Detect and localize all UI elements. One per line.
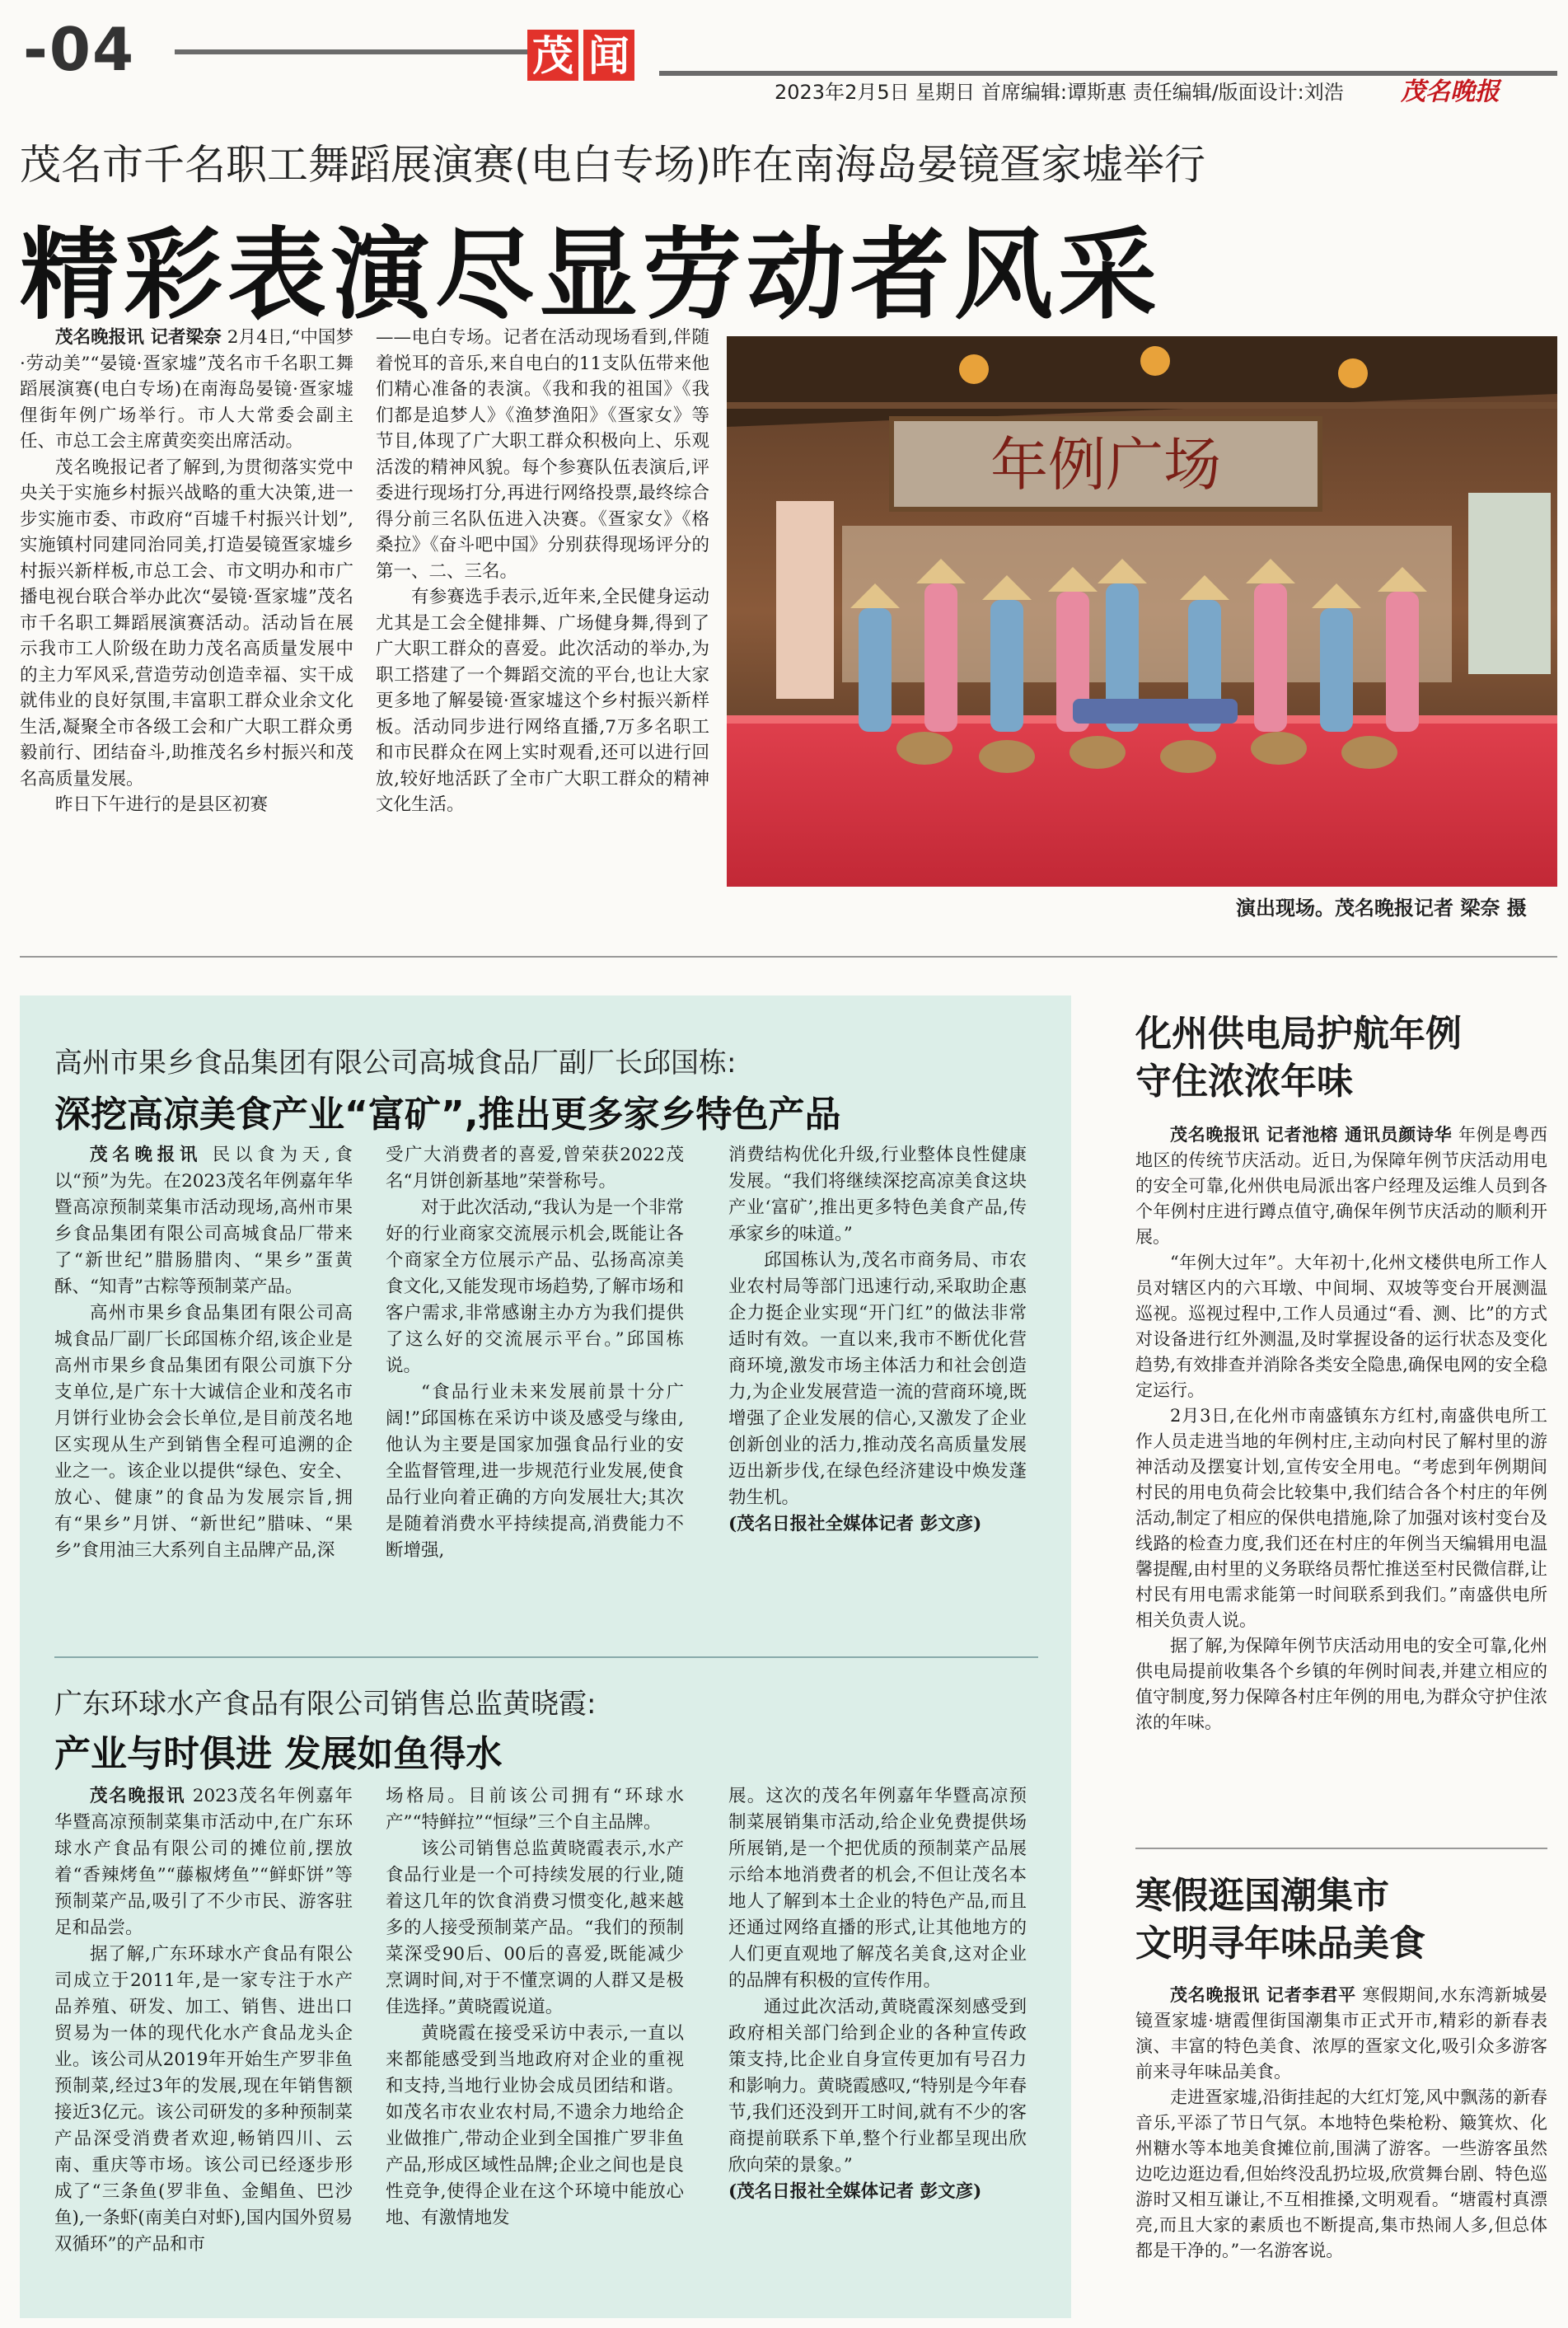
photo-caption: 演出现场。茂名晚报记者 梁奈 摄 (1236, 897, 1527, 920)
performance-photo (727, 336, 1557, 887)
lead-paragraph: ——电白专场。记者在活动现场看到,伴随着悦耳的音乐,来自电白的11支队伍带来他们精心准备的表演。《我和我的祖国》《我们都是追梦人》《渔梦渔阳》《疍家女》等节目,体现了广大职工群众积极向上、乐观活泼的精神风貌。每个参赛队伍表演后,评委进行现场打分,再进行网络投票,最终综合得分前三名队伍进入决赛。《疍家女》《格桑拉》《奋斗吧中国》分别获得现场评分的第一、二、三名。 (376, 327, 709, 582)
story4-paragraph: 2月3日,在化州市南盛镇东方红村,南盛供电所工作人员走进当地的年例村庄,主动向村民了解村里的游神活动及摆宴计划,宣传安全用电。“考虑到年例期间村民的用电负荷会比较集中,我们结合各个村庄的年例活动,制定了相应的保供电措施,除了加强对该村变台及线路的检查力度,我们还在村庄的年例当天编辑用电温馨提醒,由村里的义务联络员帮忙推送至村民微信群,让村民有用电需求能第一时间联系到我们。”南盛供电所相关负责人说。 (1135, 1406, 1547, 1630)
story4-byline: 茂名晚报讯 记者池榕 通讯员颜诗华 (1170, 1125, 1453, 1145)
story5-title (1135, 1872, 1425, 1968)
section-divider (20, 956, 1557, 958)
story3-kicker: 广东环球水产食品有限公司销售总监黄晓霞: (54, 1688, 597, 1721)
story3-paragraph: 黄晓霞在接受采访中表示,一直以来都能感受到当地政府对企业的重视和支持,当地行业协会成员团结和谐。如茂名市农业农村局,不遗余力地给企业做推广,带动企业到全国推广罗非鱼产品,形成区域性品牌;企业之间也是良性竞争,使得企业在这个环境中能放心地、有激情地发 (386, 2023, 684, 2228)
story3-credit: (茂名日报社全媒体记者 彭文彦) (728, 2181, 982, 2202)
section-char-2: 闻 (588, 31, 630, 80)
story4-paragraph: “年例大过年”。大年初十,化州文楼供电所工作人员对辖区内的六耳墩、中间垌、双坡等变台开展测温巡视。巡视过程中,工作人员通过“看、测、比”的方式对设备进行红外测温,及时掌握设备的运行状态及变化趋势,有效排查并消除各类安全隐患,确保电网的安全稳定运行。 (1135, 1253, 1547, 1400)
story4-title-line: 化州供电局护航年例 (1135, 1013, 1462, 1055)
story2-paragraph: 高州市果乡食品集团有限公司高城食品厂副厂长邱国栋介绍,该企业是高州市果乡食品集团有限公司旗下分支单位,是广东十大诚信企业和茂名市月饼行业协会会长单位,是目前茂名地区实现从生产到销售全程可追溯的企业之一。该企业以提供“绿色、安全、放心、健康”的食品为发展宗旨,拥有“果乡”月饼、“新世纪”腊味、“果乡”食用油三大系列自主品牌产品,深 (54, 1303, 353, 1561)
lead-paragraph: 茂名晚报记者了解到,为贯彻落实党中央关于实施乡村振兴战略的重大决策,进一步实施市委、市政府“百墟千村振兴计划”,实施镇村同建同治同美,打造晏镜疍家墟乡村振兴新样板,市总工会、市文明办和市广播电视台联合举办此次“晏镜·疍家墟”茂名市千名职工舞蹈展演赛活动。活动旨在展示我市工人阶级在助力茂名高质量发展中的主力军风采,营造劳动创造幸福、实干成就伟业的良好氛围,丰富职工群众业余文化生活,凝聚全市各级工会和广大职工群众勇毅前行、团结奋斗,助推茂名乡村振兴和茂名高质量发展。 (20, 457, 353, 789)
page-number: -04 (23, 15, 136, 84)
story5-title-line: 寒假逛国潮集市 (1135, 1875, 1389, 1917)
story4-paragraph: 据了解,为保障年例节庆活动用电的安全可靠,化州供电局提前收集各个乡镇的年例时间表,并建立相应的值守制度,努力保障各村庄年例的用电,为群众守护住浓浓的年味。 (1135, 1636, 1547, 1732)
story3-title: 产业与时俱进 发展如鱼得水 (54, 1733, 503, 1775)
story2-paragraph: 受广大消费者的喜爱,曾荣获2022茂名“月饼创新基地”荣誉称号。 (386, 1145, 684, 1192)
story2-paragraph: 民以食为天,食以“预”为先。在2023茂名年例嘉年华暨高凉预制菜集市活动现场,高州市果乡食品集团有限公司高城食品厂带来了“新世纪”腊肠腊肉、“果乡”蛋黄酥、“知青”古粽等预制菜产品。 (54, 1145, 353, 1297)
story3-paragraph: 展。这次的茂名年例嘉年华暨高凉预制菜展销集市活动,给企业免费提供场所展销,是一个把优质的预制菜产品展示给本地消费者的机会,不但让茂名本地人了解到本土企业的特色产品,而且还通过网络直播的形式,让其他地方的人们更直观地了解茂名美食,这对企业的品牌有积极的宣传作用。 (728, 1786, 1027, 1991)
story2-paragraph: “食品行业未来发展前景十分广阔!”邱国栋在采访中谈及感受与缘由,他认为主要是国家加强食品行业的安全监督管理,进一步规范行业发展,使食品行业向着正确的方向发展壮大;其次是随着消费水平持续提高,消费能力不断增强, (386, 1382, 684, 1561)
story2-title: 深挖高凉美食产业“富矿”,推出更多家乡特色产品 (54, 1094, 841, 1136)
story3-column-2 (386, 1783, 684, 2232)
story2-column-3 (728, 1142, 1027, 1538)
lead-paragraph: 昨日下午进行的是县区初赛 (55, 794, 269, 815)
story2-column-1 (54, 1142, 353, 1564)
lead-column-1 (20, 325, 353, 818)
story3-paragraph: 2023茂名年例嘉年华暨高凉预制菜集市活动中,在广东环球水产食品有限公司的摊位前,摆放着“香辣烤鱼”“藤椒烤鱼”“鲜虾饼”等预制菜产品,吸引了不少市民、游客驻足和品尝。 (54, 1786, 353, 1938)
lead-byline: 茂名晚报讯 记者梁奈 (55, 327, 222, 348)
story5-body (1135, 1983, 1547, 2264)
story2-column-2 (386, 1142, 684, 1564)
story5-paragraph: 寒假期间,水东湾新城晏镜疍家墟·塘霞俚街国潮集市正式开市,精彩的新春表演、丰富的特色美食、浓厚的疍家文化,吸引众多游客前来寻年味品美食。 (1135, 1985, 1547, 2082)
story3-paragraph: 该公司销售总监黄晓霞表示,水产食品行业是一个可持续发展的行业,随着这几年的饮食消费习惯变化,越来越多的人接受预制菜产品。“我们的预制菜深受90后、00后的喜爱,既能减少烹调时间,对于不懂烹调的人群又是极佳选择。”黄晓霞说道。 (386, 1839, 684, 2017)
story2-paragraph: 消费结构优化升级,行业整体良性健康发展。“我们将继续深挖高凉美食这块产业‘富矿’,推出更多特色美食产品,传承家乡的味道。” (728, 1145, 1027, 1244)
lead-paragraph: 有参赛选手表示,近年来,全民健身运动尤其是工会全健排舞、广场健身舞,得到了广大职工群众的喜爱。此次活动的举办,为职工搭建了一个舞蹈交流的平台,也让大家更多地了解晏镜·疍家墟这个乡村振兴新样板。活动同步进行网络直播,7万多名职工和市民群众在网上实时观看,还可以进行回放,较好地活跃了全市广大职工群众的精神文化生活。 (376, 587, 709, 815)
story4-paragraph: 年例是粤西地区的传统节庆活动。近日,为保障年例节庆活动用电的安全可靠,化州供电局派出客户经理及运维人员到各个年例村庄进行蹲点值守,确保年例节庆活动的顺利开展。 (1135, 1125, 1547, 1247)
story3-paragraph: 场格局。目前该公司拥有“环球水产”“特鲜拉”“恒绿”三个自主品牌。 (386, 1786, 684, 1833)
header-meta: 2023年2月5日 星期日 首席编辑:谭斯惠 责任编辑/版面设计:刘浩 (775, 81, 1344, 104)
story2-paragraph: 对于此次活动,“我认为是一个非常好的行业商家交流展示机会,既能让各个商家全方位展示产品、弘扬高凉美食文化,又能发现市场趋势,了解市场和客户需求,非常感谢主办方为我们提供了这么好的交流展示平台。”邱国栋说。 (386, 1197, 684, 1376)
header-rule (175, 49, 537, 54)
story4-body (1135, 1122, 1547, 1735)
lead-title: 精彩表演尽显劳动者风采 (20, 218, 1162, 333)
section-char-1: 茂 (532, 31, 573, 80)
story3-column-3 (728, 1783, 1027, 2205)
story5-byline: 茂名晚报讯 记者李君平 (1170, 1985, 1356, 2005)
masthead-logo: 茂名晚报 (1401, 77, 1500, 106)
story2-credit: (茂名日报社全媒体记者 彭文彦) (728, 1514, 982, 1534)
story5-title-line: 文明寻年味品美食 (1135, 1923, 1425, 1965)
story5-paragraph: 走进疍家墟,沿街挂起的大红灯笼,风中飘荡的新春音乐,平添了节日气氛。本地特色柴枪粉、簸箕炊、化州糖水等本地美食摊位前,围满了游客。一些游客虽然边吃边逛边看,但始终没乱扔垃圾,欣赏舞台剧、特色巡游时又相互谦让,不互相推搡,文明观看。“塘霞村真漂亮,而且大家的素质也不断提高,集市热闹人多,但总体都是干净的。”一名游客说。 (1135, 2087, 1547, 2260)
story3-paragraph: 通过此次活动,黄晓霞深刻感受到政府相关部门给到企业的各种宣传政策支持,比企业自身宣传更加有号召力和影响力。黄晓霞感叹,“特别是今年春节,我们还没到开工时间,就有不少的客商提前联系下单,整个行业都呈现出欣欣向荣的景象。” (728, 1997, 1027, 2176)
story2-byline: 茂名晚报讯 (90, 1145, 203, 1165)
lead-column-2 (376, 325, 709, 818)
story3-byline: 茂名晚报讯 (90, 1786, 186, 1806)
section-divider (1135, 1848, 1547, 1849)
story3-column-1 (54, 1783, 353, 2258)
story4-title (1135, 1010, 1462, 1106)
photo-banner-text: 年例广场 (990, 431, 1221, 499)
story3-paragraph: 据了解,广东环球水产食品有限公司成立于2011年,是一家专注于水产品养殖、研发、加工、销售、进出口贸易为一体的现代化水产食品龙头企业。该公司从2019年开始生产罗非鱼预制菜,经过3年的发展,现在年销售额接近3亿元。该公司研发的多种预制菜产品深受消费者欢迎,畅销四川、云南、重庆等市场。该公司已经逐步形成了“三条鱼(罗非鱼、金鲳鱼、巴沙鱼),一条虾(南美白对虾),国内国外贸易双循环”的产品和市 (54, 1944, 353, 2255)
section-mark (527, 12, 639, 94)
lead-paragraph: 2月4日,“中国梦·劳动美”“晏镜·疍家墟”茂名市千名职工舞蹈展演赛(电白专场)在南海岛晏镜·疍家墟俚街年例广场举行。市人大常委会副主任、市总工会主席黄奕奕出席活动。 (20, 327, 353, 452)
story2-kicker: 高州市果乡食品集团有限公司高城食品厂副厂长邱国栋: (54, 1047, 737, 1080)
story4-title-line: 守住浓浓年味 (1135, 1061, 1353, 1103)
lead-kicker: 茂名市千名职工舞蹈展演赛(电白专场)昨在南海岛晏镜疍家墟举行 (20, 141, 1206, 189)
story2-paragraph: 邱国栋认为,茂名市商务局、市农业农村局等部门迅速行动,采取助企惠企力挺企业实现“开门红”的做法非常适时有效。一直以来,我市不断优化营商环境,激发市场主体活力和社会创造力,为企业发展营造一流的营商环境,既增强了企业发展的信心,又激发了企业创新创业的活力,推动茂名高质量发展迈出新步伐,在绿色经济建设中焕发蓬勃生机。 (728, 1250, 1027, 1508)
box-divider (54, 1656, 1038, 1658)
